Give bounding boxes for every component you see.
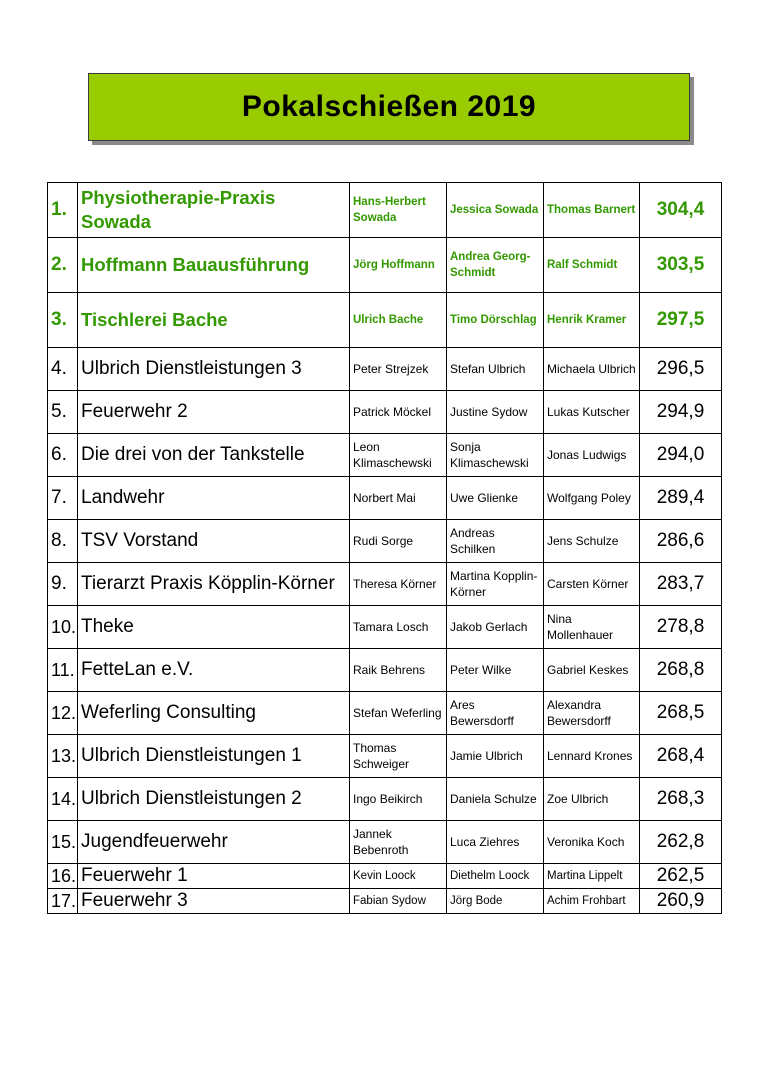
member-name: Leon Klimaschewski — [350, 434, 447, 477]
member-name: Achim Frohbart — [544, 889, 640, 914]
score-value: 278,8 — [640, 606, 722, 649]
member-name: Jamie Ulbrich — [447, 735, 544, 778]
team-name: Feuerwehr 1 — [78, 864, 350, 889]
member-name: Rudi Sorge — [350, 520, 447, 563]
team-name: Tischlerei Bache — [78, 293, 350, 348]
member-name: Ulrich Bache — [350, 293, 447, 348]
rank-cell: 4. — [48, 348, 78, 391]
member-name: Norbert Mai — [350, 477, 447, 520]
member-name: Fabian Sydow — [350, 889, 447, 914]
score-value: 260,9 — [640, 889, 722, 914]
table-row — [48, 434, 722, 477]
score-value: 289,4 — [640, 477, 722, 520]
member-name: Jens Schulze — [544, 520, 640, 563]
member-name: Jörg Bode — [447, 889, 544, 914]
member-name: Stefan Weferling — [350, 692, 447, 735]
rank-cell: 8. — [48, 520, 78, 563]
member-name: Justine Sydow — [447, 391, 544, 434]
member-name: Lennard Krones — [544, 735, 640, 778]
table-row — [48, 563, 722, 606]
score-value: 286,6 — [640, 520, 722, 563]
member-name: Tamara Losch — [350, 606, 447, 649]
table-row — [48, 348, 722, 391]
member-name: Peter Wilke — [447, 649, 544, 692]
member-name: Henrik Kramer — [544, 293, 640, 348]
team-name: Landwehr — [78, 477, 350, 520]
member-name: Stefan Ulbrich — [447, 348, 544, 391]
rank-cell: 16. — [48, 864, 78, 889]
member-name: Patrick Möckel — [350, 391, 447, 434]
table-row — [48, 477, 722, 520]
rank-cell: 10. — [48, 606, 78, 649]
team-name: FetteLan e.V. — [78, 649, 350, 692]
member-name: Timo Dörschlag — [447, 293, 544, 348]
team-name: Tierarzt Praxis Köpplin-Körner — [78, 563, 350, 606]
team-name: Weferling Consulting — [78, 692, 350, 735]
member-name: Ares Bewersdorff — [447, 692, 544, 735]
rank-cell: 3. — [48, 293, 78, 348]
member-name: Alexandra Bewersdorff — [544, 692, 640, 735]
member-name: Sonja Klimaschewski — [447, 434, 544, 477]
member-name: Jörg Hoffmann — [350, 238, 447, 293]
page-title: Pokalschießen 2019 — [241, 90, 537, 123]
member-name: Andreas Schilken — [447, 520, 544, 563]
member-name: Luca Ziehres — [447, 821, 544, 864]
podium-row — [48, 183, 722, 238]
member-name: Thomas Barnert — [544, 183, 640, 238]
podium-row — [48, 238, 722, 293]
team-name: Jugendfeuerwehr — [78, 821, 350, 864]
member-name: Theresa Körner — [350, 563, 447, 606]
member-name: Nina Mollenhauer — [544, 606, 640, 649]
member-name: Jessica Sowada — [447, 183, 544, 238]
member-name: Raik Behrens — [350, 649, 447, 692]
team-name: Die drei von der Tankstelle — [78, 434, 350, 477]
team-name: Hoffmann Bauausführung — [78, 238, 350, 293]
member-name: Martina Lippelt — [544, 864, 640, 889]
member-name: Ralf Schmidt — [544, 238, 640, 293]
score-value: 294,0 — [640, 434, 722, 477]
member-name: Kevin Loock — [350, 864, 447, 889]
score-value: 283,7 — [640, 563, 722, 606]
member-name: Jannek Bebenroth — [350, 821, 447, 864]
team-name: Physiotherapie-Praxis Sowada — [78, 183, 350, 238]
score-value: 303,5 — [640, 238, 722, 293]
table-row — [48, 692, 722, 735]
score-value: 262,8 — [640, 821, 722, 864]
member-name: Thomas Schweiger — [350, 735, 447, 778]
member-name: Wolfgang Poley — [544, 477, 640, 520]
member-name: Hans-Herbert Sowada — [350, 183, 447, 238]
member-name: Diethelm Loock — [447, 864, 544, 889]
rank-cell: 11. — [48, 649, 78, 692]
team-name: Ulbrich Dienstleistungen 1 — [78, 735, 350, 778]
score-value: 294,9 — [640, 391, 722, 434]
team-name: TSV Vorstand — [78, 520, 350, 563]
score-value: 268,8 — [640, 649, 722, 692]
rank-cell: 15. — [48, 821, 78, 864]
table-row — [48, 735, 722, 778]
table-row — [48, 649, 722, 692]
rank-cell: 9. — [48, 563, 78, 606]
rank-cell: 6. — [48, 434, 78, 477]
team-name: Feuerwehr 2 — [78, 391, 350, 434]
score-value: 297,5 — [640, 293, 722, 348]
member-name: Lukas Kutscher — [544, 391, 640, 434]
rank-cell: 1. — [48, 183, 78, 238]
rank-cell: 5. — [48, 391, 78, 434]
table-row — [48, 889, 722, 914]
member-name: Gabriel Keskes — [544, 649, 640, 692]
member-name: Michaela Ulbrich — [544, 348, 640, 391]
score-value: 262,5 — [640, 864, 722, 889]
table-row — [48, 520, 722, 563]
rank-cell: 7. — [48, 477, 78, 520]
rank-cell: 12. — [48, 692, 78, 735]
table-row — [48, 778, 722, 821]
table-row — [48, 864, 722, 889]
table-row — [48, 606, 722, 649]
score-value: 268,4 — [640, 735, 722, 778]
rank-cell: 13. — [48, 735, 78, 778]
member-name: Daniela Schulze — [447, 778, 544, 821]
member-name: Jonas Ludwigs — [544, 434, 640, 477]
member-name: Uwe Glienke — [447, 477, 544, 520]
member-name: Ingo Beikirch — [350, 778, 447, 821]
member-name: Zoe Ulbrich — [544, 778, 640, 821]
member-name: Carsten Körner — [544, 563, 640, 606]
score-value: 268,5 — [640, 692, 722, 735]
rank-cell: 14. — [48, 778, 78, 821]
score-value: 296,5 — [640, 348, 722, 391]
title-banner — [88, 73, 690, 141]
podium-row — [48, 293, 722, 348]
rank-cell: 17. — [48, 889, 78, 914]
team-name: Ulbrich Dienstleistungen 3 — [78, 348, 350, 391]
score-value: 268,3 — [640, 778, 722, 821]
rank-cell: 2. — [48, 238, 78, 293]
member-name: Jakob Gerlach — [447, 606, 544, 649]
team-name: Ulbrich Dienstleistungen 2 — [78, 778, 350, 821]
results-table — [47, 182, 722, 914]
member-name: Martina Kopplin-Körner — [447, 563, 544, 606]
table-row — [48, 391, 722, 434]
score-value: 304,4 — [640, 183, 722, 238]
member-name: Veronika Koch — [544, 821, 640, 864]
member-name: Peter Strejzek — [350, 348, 447, 391]
team-name: Feuerwehr 3 — [78, 889, 350, 914]
team-name: Theke — [78, 606, 350, 649]
member-name: Andrea Georg-Schmidt — [447, 238, 544, 293]
table-row — [48, 821, 722, 864]
